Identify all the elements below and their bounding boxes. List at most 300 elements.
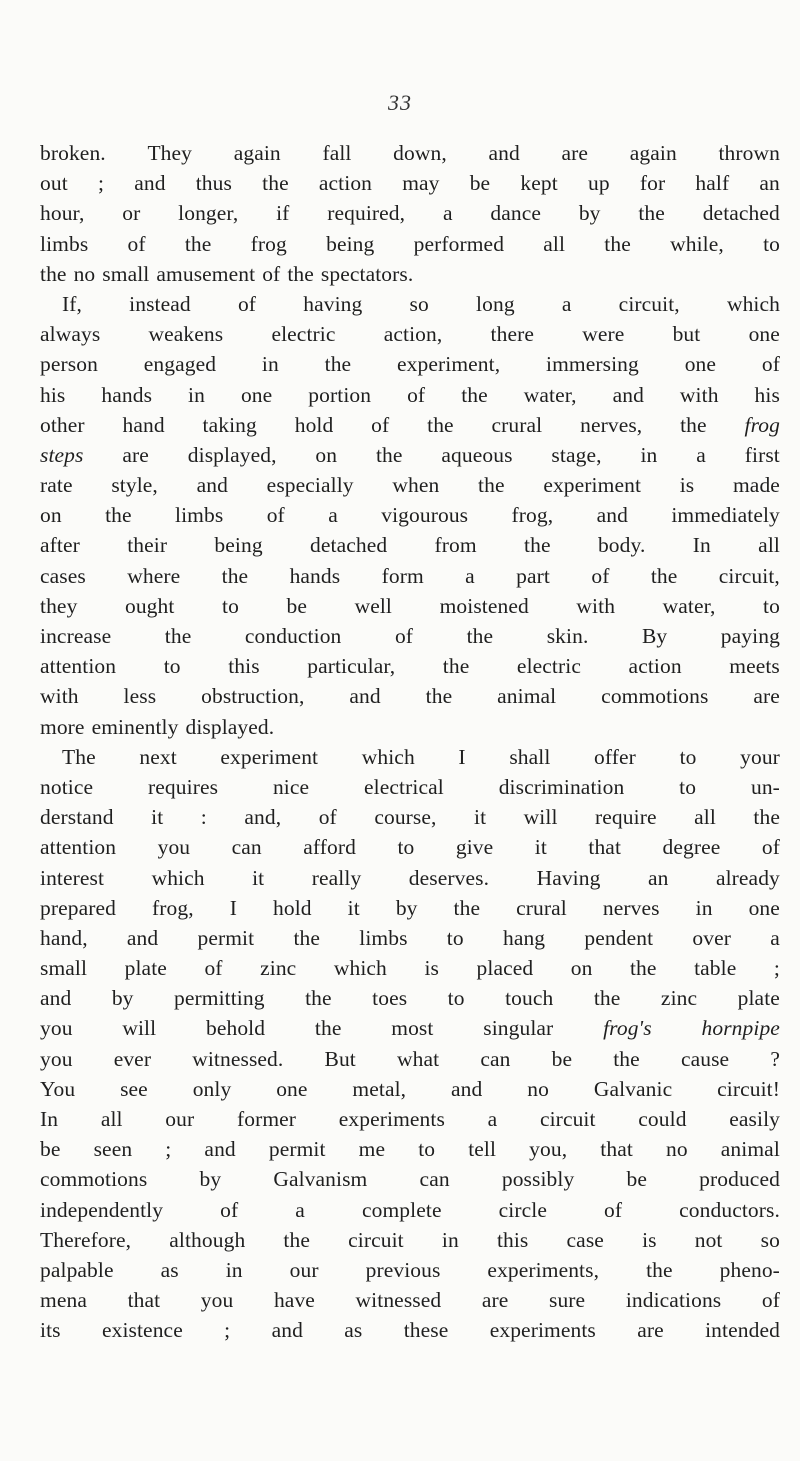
- word: and: [612, 382, 644, 407]
- word: a: [487, 1107, 498, 1131]
- word: commotions: [601, 684, 709, 709]
- word: be: [40, 1137, 61, 1162]
- word: well: [354, 593, 393, 618]
- word: ;: [773, 956, 780, 981]
- page-number: 33: [388, 90, 412, 115]
- word: they: [40, 593, 78, 618]
- word: while,: [670, 231, 724, 256]
- word: and: [271, 1318, 303, 1343]
- word: water,: [523, 382, 577, 407]
- word: The: [62, 744, 96, 769]
- word: it: [474, 805, 487, 830]
- word: made: [732, 473, 780, 498]
- word: the: [283, 1227, 310, 1252]
- text-line: [40, 138, 780, 168]
- word: Having: [536, 865, 601, 890]
- word: cause: [680, 1046, 730, 1071]
- word: after: [40, 533, 80, 558]
- word: permit: [268, 1137, 326, 1162]
- word: increase: [40, 624, 112, 648]
- word: give: [455, 835, 494, 860]
- word: nerves: [602, 895, 660, 920]
- word: is: [642, 1227, 657, 1252]
- word: next: [139, 744, 177, 769]
- word: the: [293, 925, 321, 950]
- word: attention: [40, 835, 117, 860]
- text-line: [40, 1074, 780, 1104]
- word: the: [221, 563, 249, 588]
- word: course,: [374, 805, 437, 830]
- word: long: [476, 291, 515, 316]
- word: are: [481, 1288, 509, 1313]
- word: longer,: [178, 201, 239, 226]
- word: ?: [770, 1046, 780, 1071]
- word: vigourous: [381, 503, 469, 528]
- word: it: [347, 895, 360, 920]
- word: by: [395, 895, 418, 920]
- word: when: [392, 473, 440, 498]
- text-line: [40, 1104, 780, 1134]
- word: offer: [594, 744, 636, 769]
- text-line: [40, 1013, 780, 1043]
- word: and: [488, 141, 520, 165]
- word: as: [344, 1318, 363, 1343]
- word: really: [311, 865, 362, 890]
- word: immediately: [671, 503, 780, 528]
- word: un-: [750, 774, 780, 799]
- word: discrimination: [498, 774, 625, 799]
- word: limbs: [359, 925, 408, 950]
- word: produced: [699, 1167, 780, 1192]
- word: the: [453, 895, 481, 920]
- word: a: [696, 442, 706, 467]
- word: the: [613, 1046, 640, 1071]
- word: previous: [365, 1257, 441, 1282]
- word: our: [289, 1257, 319, 1282]
- word: frog,: [511, 503, 554, 528]
- word: out: [40, 171, 68, 196]
- word: of: [127, 231, 146, 256]
- word: Galvanic: [593, 1076, 673, 1101]
- word: the: [650, 563, 678, 588]
- word: already: [715, 865, 780, 890]
- word: of: [371, 412, 390, 437]
- word: which: [726, 291, 780, 316]
- word: it: [252, 865, 265, 890]
- word: it: [534, 835, 547, 860]
- word: and: [134, 171, 166, 196]
- word: his: [40, 382, 66, 407]
- word: singular: [483, 1016, 554, 1041]
- word: are: [561, 141, 589, 165]
- text-line: [40, 500, 780, 530]
- word: this: [496, 1227, 529, 1252]
- word: of: [266, 503, 285, 528]
- text-line: [40, 470, 780, 500]
- word: always: [40, 322, 101, 347]
- word: spectators.: [320, 261, 414, 286]
- word: of: [761, 1288, 780, 1313]
- word: requires: [148, 774, 219, 799]
- word: Galvanism: [273, 1167, 368, 1192]
- word: stage,: [551, 442, 602, 467]
- word: most: [391, 1016, 434, 1041]
- text-line: [40, 440, 780, 470]
- text-line: [40, 802, 780, 832]
- word: witnessed.: [192, 1046, 284, 1071]
- text-line: [40, 832, 780, 862]
- word: and: [349, 684, 381, 709]
- word: complete: [361, 1197, 442, 1222]
- word: crural: [491, 412, 543, 437]
- text-line: [40, 651, 780, 681]
- word: existence: [101, 1318, 183, 1343]
- word: of: [761, 835, 780, 860]
- word: one: [240, 382, 273, 407]
- word: a: [770, 925, 780, 950]
- word: Therefore,: [40, 1227, 132, 1252]
- word: the: [287, 261, 314, 286]
- word: can: [419, 1167, 450, 1192]
- word: conductors.: [679, 1197, 780, 1222]
- word: half: [695, 171, 730, 196]
- word: from: [434, 533, 477, 558]
- word: were: [582, 322, 625, 347]
- word: degree: [662, 835, 721, 860]
- text-line: [40, 561, 780, 591]
- word: skin.: [546, 624, 589, 648]
- word: are: [753, 684, 780, 709]
- word: to: [222, 593, 239, 618]
- word: by: [199, 1167, 222, 1192]
- word: your: [740, 744, 780, 769]
- word: circle: [498, 1197, 547, 1222]
- word: By: [641, 624, 668, 648]
- word: up: [587, 171, 610, 196]
- word: to: [446, 925, 464, 950]
- word: easily: [729, 1107, 780, 1131]
- word: especially: [266, 473, 354, 498]
- word: frog's: [603, 1016, 652, 1041]
- word: meets: [729, 654, 780, 679]
- word: zinc: [260, 956, 297, 981]
- word: be: [469, 171, 491, 196]
- word: mena: [40, 1288, 87, 1313]
- word: instead: [129, 291, 191, 316]
- word: hands: [101, 382, 153, 407]
- word: these: [403, 1318, 449, 1343]
- word: eminently: [91, 714, 179, 739]
- word: see: [120, 1076, 148, 1101]
- word: taking: [202, 412, 257, 437]
- word: portion: [308, 382, 372, 407]
- word: aqueous: [441, 442, 513, 467]
- word: to: [763, 231, 780, 256]
- word: if: [276, 201, 290, 226]
- word: moistened: [439, 593, 529, 618]
- word: his: [754, 382, 780, 407]
- text-line: [40, 983, 780, 1013]
- word: you,: [529, 1137, 568, 1162]
- word: no: [666, 1137, 688, 1162]
- text-line: [40, 772, 780, 802]
- word: body.: [597, 533, 646, 558]
- word: style,: [111, 473, 158, 498]
- word: zinc: [660, 986, 698, 1011]
- word: will: [523, 805, 558, 830]
- word: of: [394, 624, 414, 648]
- word: afford: [303, 835, 356, 860]
- word: to: [163, 654, 181, 679]
- text-line: [40, 289, 780, 319]
- word: in: [441, 1227, 459, 1252]
- word: :: [200, 805, 207, 830]
- word: an: [759, 171, 780, 196]
- word: frog: [744, 412, 780, 437]
- word: only: [192, 1076, 232, 1101]
- word: a: [295, 1197, 305, 1222]
- word: a: [561, 291, 572, 316]
- word: you: [40, 1046, 73, 1071]
- word: down,: [393, 141, 447, 165]
- word: the: [629, 956, 657, 981]
- word: one: [684, 352, 717, 377]
- word: weakens: [148, 322, 224, 347]
- word: the: [593, 986, 621, 1011]
- word: metal,: [352, 1076, 407, 1101]
- word: its: [40, 1318, 61, 1343]
- word: one: [748, 322, 780, 347]
- word: of: [407, 382, 426, 407]
- word: I: [229, 895, 237, 920]
- word: of: [318, 805, 337, 830]
- word: ;: [165, 1137, 172, 1162]
- word: nerves,: [580, 412, 643, 437]
- text-line: [40, 893, 780, 923]
- word: be: [626, 1167, 647, 1192]
- word: first: [744, 442, 780, 467]
- word: circuit,: [618, 291, 680, 316]
- word: witnessed: [355, 1288, 442, 1313]
- word: one: [748, 895, 780, 920]
- word: But: [324, 1046, 356, 1071]
- word: small: [102, 261, 150, 286]
- word: what: [397, 1046, 440, 1071]
- word: dance: [490, 201, 542, 226]
- body-text: [40, 138, 780, 1346]
- word: of: [591, 563, 610, 588]
- text-line: [40, 621, 780, 651]
- text-line: [40, 380, 780, 410]
- word: detached: [310, 533, 388, 558]
- word: circuit: [539, 1107, 596, 1131]
- word: to: [397, 835, 415, 860]
- word: experiments: [338, 1107, 445, 1131]
- word: so: [760, 1227, 780, 1252]
- text-line: [40, 1195, 780, 1225]
- word: the: [184, 231, 212, 256]
- word: which: [333, 956, 387, 981]
- word: experiment,: [397, 352, 501, 377]
- word: action: [318, 171, 373, 196]
- word: are: [637, 1318, 664, 1343]
- word: seen: [93, 1137, 133, 1162]
- word: ;: [224, 1318, 231, 1343]
- word: all: [758, 533, 780, 558]
- word: an: [647, 865, 669, 890]
- word: the: [40, 261, 67, 286]
- word: electric: [516, 654, 581, 679]
- word: the: [105, 503, 132, 528]
- word: limbs: [175, 503, 224, 528]
- word: as: [160, 1257, 179, 1282]
- word: in: [188, 382, 205, 407]
- word: and: [126, 925, 159, 950]
- word: experiment: [220, 744, 319, 769]
- word: the: [314, 1016, 342, 1041]
- word: a: [442, 201, 453, 226]
- word: limbs: [40, 231, 89, 256]
- word: or: [122, 201, 141, 226]
- word: on: [40, 503, 62, 528]
- word: have: [273, 1288, 315, 1313]
- text-line: [40, 530, 780, 560]
- word: hands: [289, 563, 341, 588]
- word: part: [516, 563, 550, 588]
- word: experiments: [489, 1318, 596, 1343]
- word: on: [570, 956, 593, 981]
- word: steps: [40, 442, 84, 467]
- word: ought: [124, 593, 175, 618]
- word: the: [442, 654, 470, 679]
- word: for: [639, 171, 666, 196]
- word: rate: [40, 473, 73, 498]
- word: I: [458, 744, 466, 769]
- word: that: [588, 835, 622, 860]
- word: a: [465, 563, 475, 588]
- text-line: [40, 410, 780, 440]
- word: which: [151, 865, 205, 890]
- word: not: [694, 1227, 723, 1252]
- word: sure: [548, 1288, 586, 1313]
- text-line: [40, 591, 780, 621]
- word: a: [328, 503, 338, 528]
- word: the: [466, 624, 494, 648]
- word: to: [763, 593, 780, 618]
- word: kept: [520, 171, 558, 196]
- word: being: [214, 533, 263, 558]
- word: being: [326, 231, 375, 256]
- word: me: [358, 1137, 386, 1162]
- text-line: [40, 953, 780, 983]
- word: it: [151, 805, 164, 830]
- word: possibly: [501, 1167, 575, 1192]
- word: plate: [124, 956, 167, 981]
- word: particular,: [307, 654, 396, 679]
- word: to: [679, 774, 697, 799]
- word: If,: [62, 291, 82, 316]
- word: engaged: [143, 352, 217, 377]
- word: again: [233, 141, 281, 165]
- text-line: [40, 1134, 780, 1164]
- word: may: [402, 171, 440, 196]
- word: animal: [497, 684, 557, 709]
- word: paying: [720, 624, 780, 648]
- text-line: [40, 198, 780, 228]
- word: will: [122, 1016, 157, 1041]
- word: displayed.: [185, 714, 275, 739]
- word: our: [165, 1107, 195, 1131]
- word: can: [480, 1046, 511, 1071]
- word: you: [200, 1288, 234, 1313]
- word: action,: [383, 322, 443, 347]
- word: ;: [97, 171, 105, 196]
- word: cases: [40, 563, 86, 588]
- word: the: [604, 231, 631, 256]
- word: the: [425, 684, 453, 709]
- word: but: [672, 322, 701, 347]
- word: with: [576, 593, 616, 618]
- word: hold: [294, 412, 334, 437]
- word: detached: [702, 201, 780, 226]
- word: circuit,: [718, 563, 780, 588]
- word: pendent: [584, 925, 654, 950]
- word: you: [157, 835, 191, 860]
- word: hornpipe: [701, 1016, 780, 1041]
- word: other: [40, 412, 85, 437]
- word: You: [40, 1076, 76, 1101]
- word: of: [761, 352, 780, 377]
- word: the: [164, 624, 192, 648]
- word: tell: [468, 1137, 497, 1162]
- text-line: [40, 168, 780, 198]
- word: require: [595, 805, 657, 830]
- word: displayed,: [187, 442, 277, 467]
- text-line: [40, 1225, 780, 1255]
- word: amusement: [156, 261, 256, 286]
- word: conduction: [244, 624, 342, 648]
- word: to: [418, 1137, 436, 1162]
- word: and: [40, 986, 72, 1011]
- word: In: [692, 533, 711, 558]
- word: and,: [244, 805, 282, 830]
- word: be: [551, 1046, 573, 1071]
- word: water,: [662, 593, 716, 618]
- word: action: [628, 654, 682, 679]
- word: indications: [625, 1288, 722, 1313]
- text-line: [40, 1164, 780, 1194]
- word: are: [122, 442, 149, 467]
- word: of: [237, 291, 257, 316]
- word: placed: [476, 956, 534, 981]
- word: so: [409, 291, 429, 316]
- word: in: [261, 352, 279, 377]
- word: attention: [40, 654, 117, 679]
- word: of: [262, 261, 281, 286]
- word: all: [100, 1107, 123, 1131]
- word: frog,: [152, 895, 194, 920]
- word: could: [638, 1107, 687, 1131]
- text-line: [40, 349, 780, 379]
- word: required,: [327, 201, 406, 226]
- word: broken.: [40, 141, 106, 165]
- word: by: [111, 986, 134, 1011]
- word: all: [543, 231, 566, 256]
- word: former: [236, 1107, 297, 1131]
- text-line: [40, 259, 780, 289]
- word: intended: [705, 1318, 780, 1343]
- word: frog: [250, 231, 287, 256]
